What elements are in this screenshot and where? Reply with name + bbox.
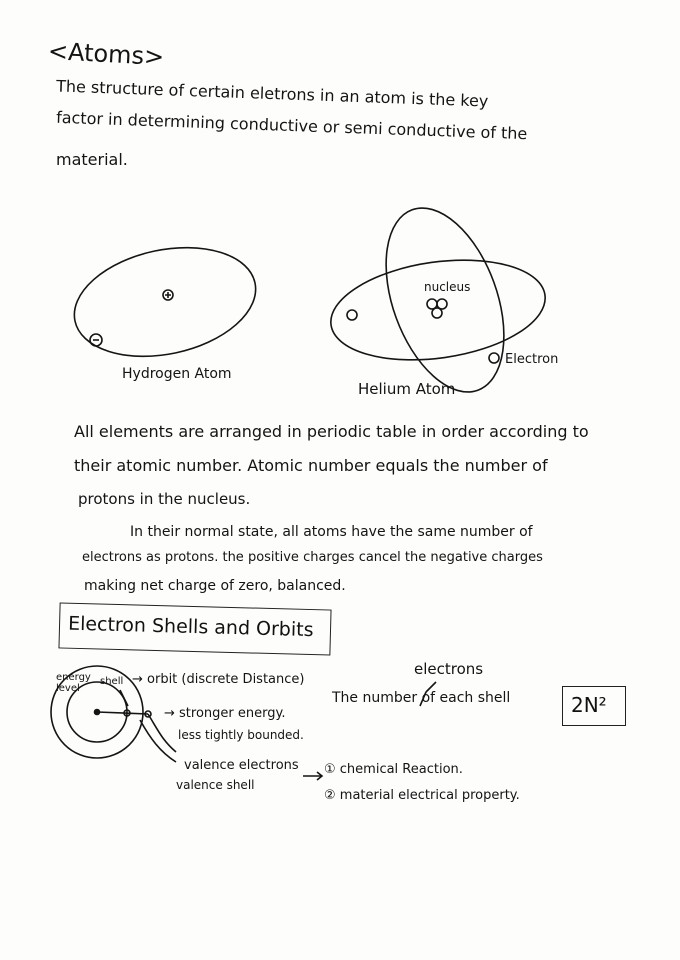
intro-line-1: The structure of certain eletrons in an atom is the key (55, 76, 489, 111)
periodic-line-1: All elements are arranged in periodic table in order according to (74, 422, 589, 441)
formula-box (562, 686, 626, 726)
nucleus-label: nucleus (424, 280, 471, 294)
valence-shell-label: valence shell (176, 778, 255, 792)
energy-level-label: energy level (56, 672, 91, 694)
section-heading: Electron Shells and Orbits (67, 612, 314, 642)
formula-text: The number of each shell (332, 690, 511, 706)
helium-label: Helium Atom (358, 380, 456, 398)
periodic-line-2: their atomic number. Atomic number equals the number of (74, 456, 548, 475)
intro-line-2: factor in determining conductive or semi conductive of the (55, 107, 528, 144)
periodic-line-3: protons in the nucleus. (78, 490, 251, 508)
formula-value: 2N² (571, 693, 607, 717)
electron-label: Electron (505, 352, 559, 367)
stronger-energy-label: → stronger energy. (164, 706, 286, 721)
less-tightly-label: less tightly bounded. (178, 728, 304, 742)
valence-electrons-label: valence electrons (184, 758, 299, 773)
normal-state-line-3: making net charge of zero, balanced. (84, 578, 346, 594)
orbit-label: → orbit (discrete Distance) (132, 672, 305, 687)
hydrogen-orbit (64, 232, 266, 372)
normal-state-line-1: In their normal state, all atoms have the same number of (130, 524, 533, 540)
electrons-label: electrons (414, 660, 484, 678)
section-heading-box (58, 602, 331, 655)
page-title: <Atoms> (47, 36, 165, 72)
helium-electron-left (347, 310, 357, 320)
electrical-property-label: ② material electrical property. (324, 788, 520, 803)
normal-state-line-2: electrons as protons. the positive charges cancel the negative charges (82, 550, 543, 565)
hydrogen-label: Hydrogen Atom (122, 366, 232, 382)
shell-label: shell (100, 676, 124, 687)
helium-electron-right (489, 353, 499, 363)
chemical-reaction-label: ① chemical Reaction. (324, 762, 463, 777)
intro-line-3: material. (56, 150, 128, 169)
